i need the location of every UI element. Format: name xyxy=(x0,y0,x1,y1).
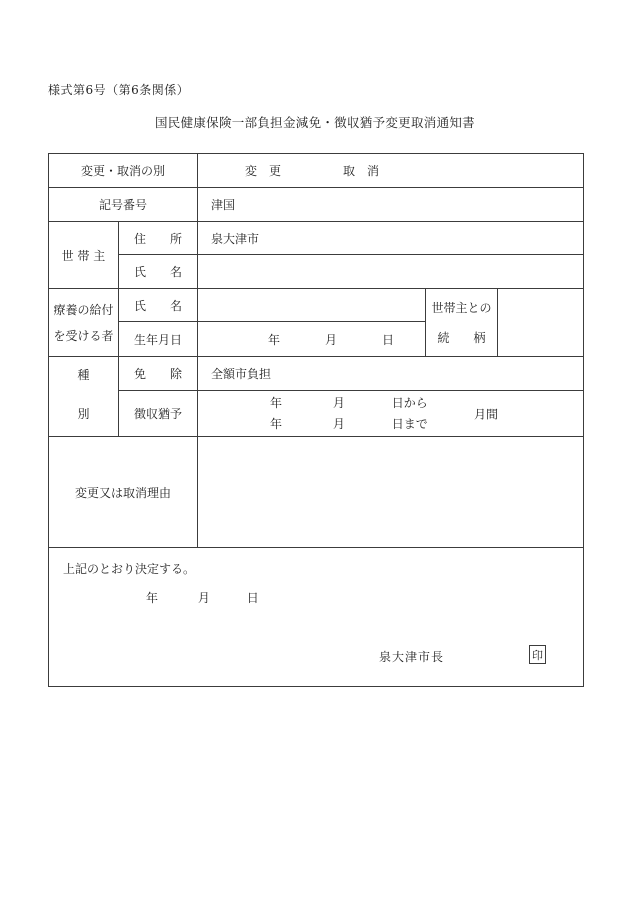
seal-mark: 印 xyxy=(529,645,546,664)
householder-label: 世 帯 主 xyxy=(49,222,119,288)
symbol-number-label: 記号番号 xyxy=(49,188,198,221)
exemption-value: 全額市負担 xyxy=(211,367,272,381)
decision-section xyxy=(49,548,583,687)
recipient-name-label: 氏 名 xyxy=(119,289,198,321)
decision-date-month: 月 xyxy=(197,591,210,605)
deferment-period xyxy=(198,391,583,436)
document-title: 国民健康保険一部負担金減免・徴収猶予変更取消通知書 xyxy=(154,115,475,130)
row-reason xyxy=(49,437,583,548)
relation-value xyxy=(497,289,583,356)
birthdate-label: 生年月日 xyxy=(119,322,198,356)
recipient-label-line2: を受ける者 xyxy=(53,328,114,343)
rowgroup-householder xyxy=(49,222,583,289)
deferment-duration: 月間 xyxy=(474,407,499,421)
deferment-row xyxy=(119,391,583,436)
recipient-name-row xyxy=(119,289,425,322)
relation-label-line2: 続 柄 xyxy=(437,330,486,345)
deferment-from-month: 月 xyxy=(332,395,345,410)
recipient-name-value xyxy=(198,289,425,321)
birthdate-year: 年 xyxy=(268,332,281,347)
exemption-label: 免 除 xyxy=(119,357,198,390)
relation-label xyxy=(425,289,497,356)
decision-date-year: 年 xyxy=(146,591,159,605)
recipient-label xyxy=(49,289,119,356)
mayor-name: 泉大津市長 xyxy=(379,650,445,664)
deferment-label: 徴収猶予 xyxy=(119,391,198,436)
change-cancel-options xyxy=(198,154,583,187)
birthdate-value xyxy=(198,322,425,356)
reason-label: 変更又は取消理由 xyxy=(49,437,198,547)
category-label xyxy=(49,357,119,436)
category-label-char2: 別 xyxy=(77,407,90,421)
birthdate-month: 月 xyxy=(325,332,338,347)
deferment-to-line xyxy=(198,414,428,435)
address-label: 住 所 xyxy=(119,222,198,254)
recipient-label-line1: 療養の給付 xyxy=(53,302,114,317)
householder-name-row xyxy=(119,255,583,288)
householder-address-row xyxy=(119,222,583,255)
option-change: 変 更 xyxy=(245,164,282,178)
option-cancel: 取 消 xyxy=(343,164,380,178)
recipient-subrows xyxy=(119,289,425,356)
symbol-number-value: 津国 xyxy=(211,198,236,212)
reason-value xyxy=(198,437,583,547)
householder-name-label: 氏 名 xyxy=(119,255,198,288)
row-change-cancel xyxy=(49,154,583,188)
category-subrows xyxy=(119,357,583,436)
exemption-row xyxy=(119,357,583,391)
householder-subrows xyxy=(119,222,583,288)
deferment-from-day: 日から xyxy=(391,395,428,410)
decision-date-day: 日 xyxy=(246,591,259,605)
notification-form-table xyxy=(48,153,584,687)
relation-label-line1: 世帯主との xyxy=(431,300,492,315)
category-label-char1: 種 xyxy=(77,367,90,382)
rowgroup-recipient xyxy=(49,289,583,357)
address-value: 泉大津市 xyxy=(211,231,260,246)
form-number: 様式第6号（第6条関係） xyxy=(48,83,190,97)
deferment-to-month: 月 xyxy=(332,416,345,431)
deferment-to-year: 年 xyxy=(270,416,283,431)
deferment-from-year: 年 xyxy=(270,395,283,410)
householder-name-value xyxy=(198,255,583,288)
birthdate-day: 日 xyxy=(382,332,395,347)
deferment-to-day: 日まで xyxy=(391,416,428,431)
decision-date xyxy=(49,589,259,606)
recipient-birthdate-row xyxy=(119,322,425,356)
row-symbol-number xyxy=(49,188,583,222)
rowgroup-category xyxy=(49,357,583,437)
decision-statement: 上記のとおり決定する。 xyxy=(63,562,196,576)
change-cancel-label: 変更・取消の別 xyxy=(49,154,198,187)
deferment-from-line xyxy=(198,393,428,414)
